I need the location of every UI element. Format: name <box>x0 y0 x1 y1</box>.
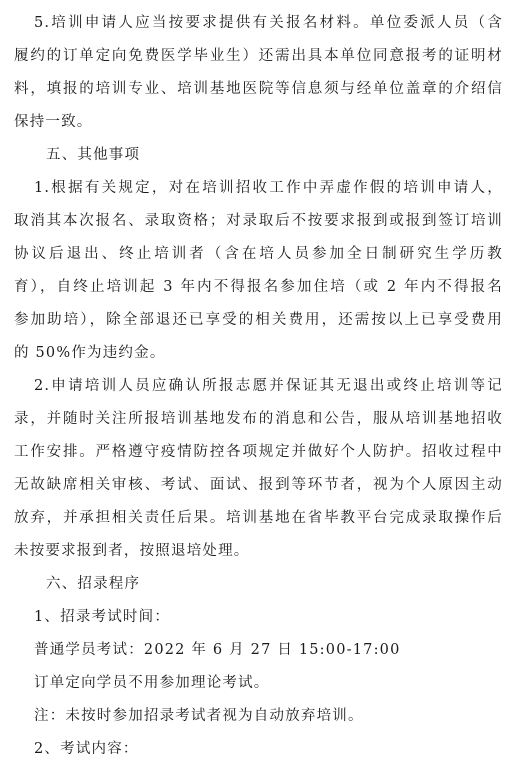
paragraph-line: 5.培训申请人应当按要求提供有关报名材料。单位委派人员（含 <box>34 15 503 31</box>
paragraph-line: 订单定向学员不用参加理论考试。 <box>34 675 270 691</box>
section-heading: 六、招录程序 <box>46 576 141 592</box>
note-line: 注：未按时参加招录考试者视为自动放弃培训。 <box>34 708 364 724</box>
paragraph-line: 的 50%作为违约金。 <box>14 345 166 361</box>
paragraph-line: 工作安排。严格遵守疫情防控各项规定并做好个人防护。招收过程中 <box>14 444 503 460</box>
paragraph-line: 料，填报的培训专业、培训基地医院等信息须与经单位盖章的介绍信 <box>14 81 503 97</box>
paragraph-line: 参加助培），除全部退还已享受的相关费用，还需按以上已享受费用 <box>14 312 503 328</box>
paragraph-line: 协议后退出、终止培训者（含在培人员参加全日制研究生学历教 <box>14 246 503 262</box>
paragraph-line: 无故缺席相关审核、考试、面试、报到等环节者，视为个人原因主动 <box>14 477 503 493</box>
paragraph-line: 放弃，并承担相关责任后果。培训基地在省毕教平台完成录取操作后 <box>14 510 503 526</box>
paragraph-line: 保持一致。 <box>14 114 93 130</box>
paragraph-line: 育），自终止培训起 3 年内不得报名参加住培（或 2 年内不得报名 <box>14 279 503 295</box>
paragraph-line: 取消其本次报名、录取资格；对录取后不按要求报到或报到签订培训 <box>14 213 503 229</box>
paragraph-line: 录，并随时关注所报培训基地发布的消息和公告，服从培训基地招收 <box>14 411 503 427</box>
paragraph-line: 未按要求报到者，按照退培处理。 <box>14 543 250 559</box>
paragraph-line: 履约的订单定向免费医学毕业生）还需出具本单位同意报考的证明材 <box>14 48 503 64</box>
subsection-heading: 1、招录考试时间： <box>34 609 171 625</box>
exam-time-line: 普通学员考试：2022 年 6 月 27 日 15:00-17:00 <box>34 642 401 658</box>
paragraph-line: 1.根据有关规定，对在培训招收工作中弄虚作假的培训申请人， <box>34 180 503 196</box>
subsection-heading: 2、考试内容： <box>34 741 139 757</box>
paragraph-line: 2.申请培训人员应确认所报志愿并保证其无退出或终止培训等记 <box>34 378 503 394</box>
section-heading: 五、其他事项 <box>46 147 141 163</box>
